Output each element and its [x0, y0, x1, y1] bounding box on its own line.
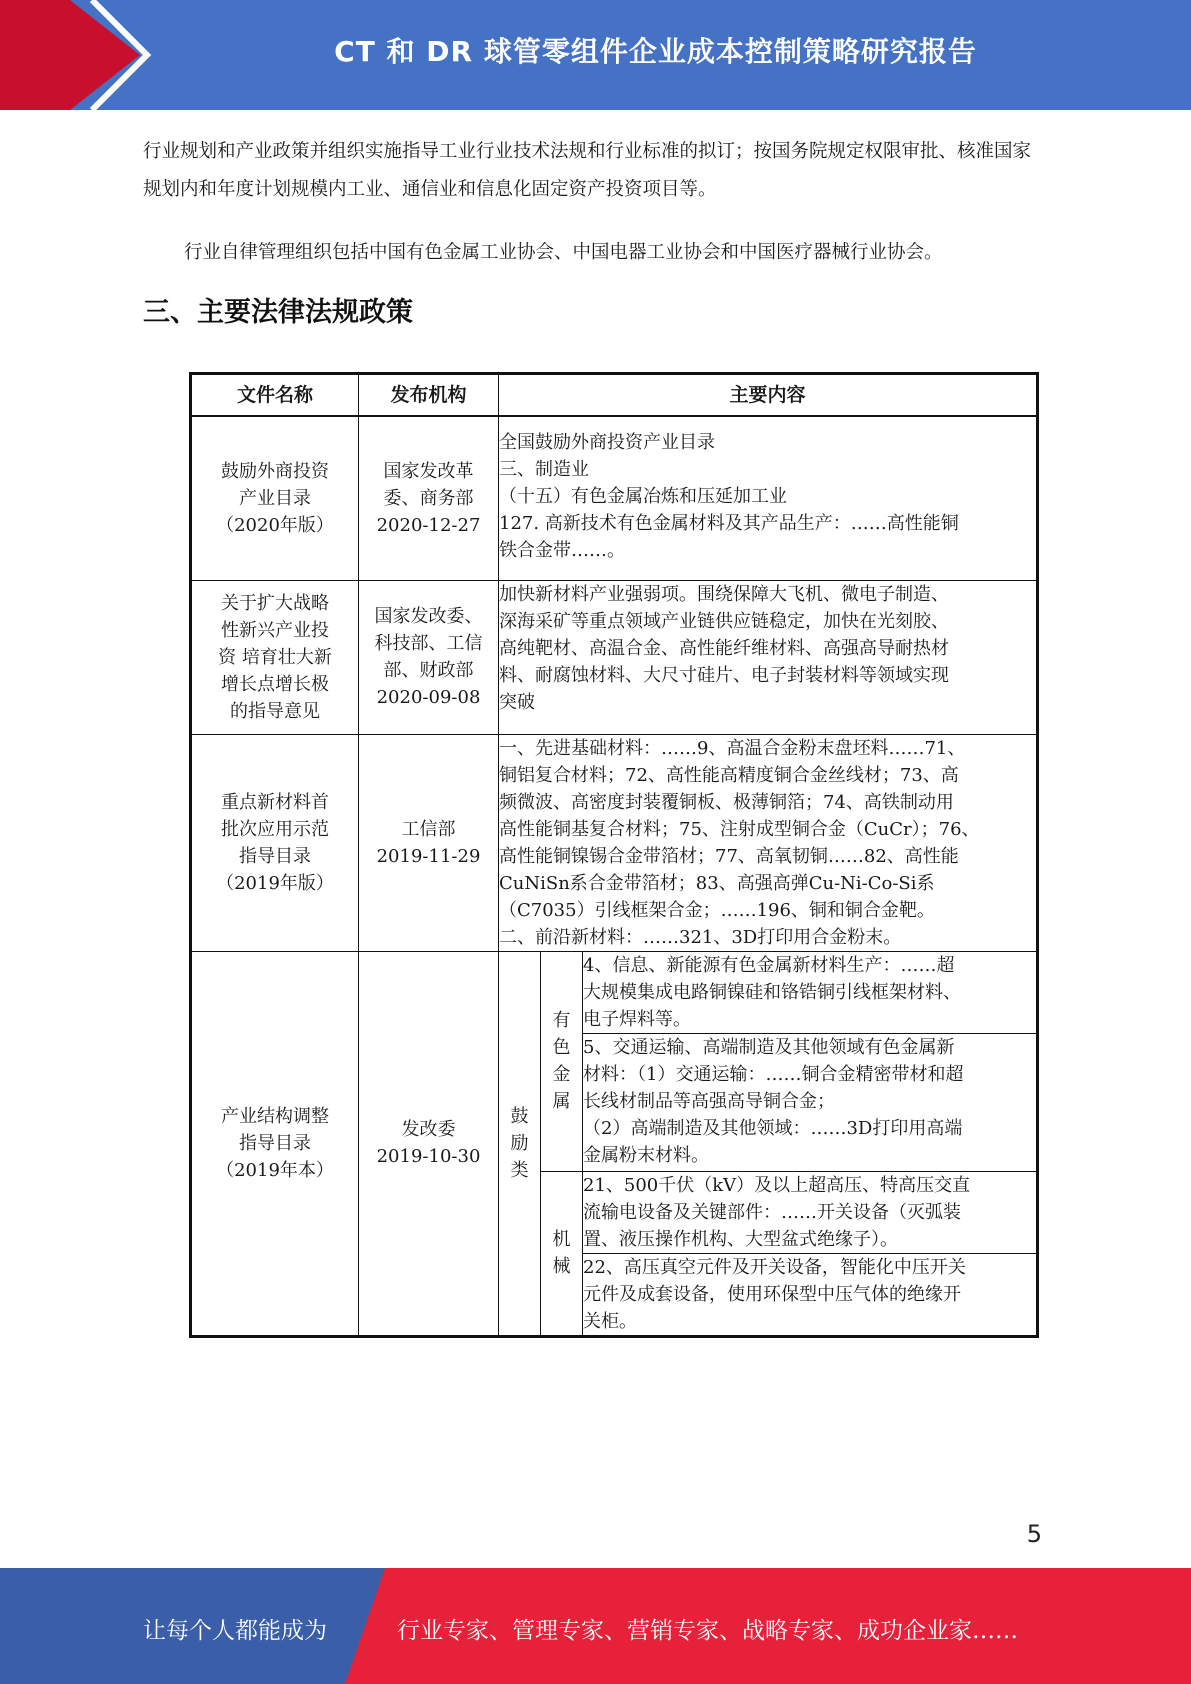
document-name-cell: 关于扩大战略 性新兴产业投 资 培育壮大新 增长点增长极 的指导意见: [191, 580, 359, 734]
column-header-org: 发布机构: [359, 374, 499, 417]
associations-paragraph: 行业自律管理组织包括中国有色金属工业协会、中国电器工业协会和中国医疗器械行业协会。: [184, 242, 943, 263]
item-cell: 4、信息、新能源有色金属新材料生产：……超 大规模集成电路铜镍硅和铬锆铜引线框架材料、 电子焊料等。: [583, 951, 1038, 1033]
report-title: CT 和 DR 球管零组件企业成本控制策略研究报告: [334, 35, 977, 68]
policy-table: [189, 372, 1039, 1338]
intro-paragraph: 行业规划和产业政策并组织实施指导工业行业技术法规和行业标准的拟订；按国务院规定权限审批、核准国家规划内和年度计划规模内工业、通信业和信息化固定资产投资项目等。: [143, 141, 1032, 200]
issuer-cell: 国家发改革 委、商务部 2020-12-27: [359, 416, 499, 580]
issuer-cell: 国家发改委、 科技部、工信 部、财政部 2020-09-08: [359, 580, 499, 734]
document-name-cell: 鼓励外商投资 产业目录 （2020年版）: [191, 416, 359, 580]
group-label-machinery: 机械: [541, 1171, 583, 1336]
page-number: 5: [1026, 1520, 1042, 1548]
document-name-cell: 重点新材料首 批次应用示范 指导目录 （2019年版）: [191, 734, 359, 951]
group-label-nonferrous: 有色金属: [541, 951, 583, 1171]
table-row: [191, 951, 1038, 1033]
table-row: [191, 734, 1038, 951]
content-cell: 加快新材料产业强弱项。围绕保障大飞机、微电子制造、 深海采矿等重点领域产业链供应链稳定，加快在光刻胶、 高纯靶材、高温合金、高性能纤维材料、高强高导耐热材 料、耐腐蚀材料、大尺寸硅片、电子封装材料等领域实现 突破: [499, 580, 1038, 734]
issuer-cell: 发改委 2019-10-30: [359, 951, 499, 1336]
table-row: [191, 416, 1038, 580]
section-heading: 三、主要法律法规政策: [143, 297, 413, 328]
category-label: 鼓励类: [499, 951, 541, 1336]
footer-slogan-right: 行业专家、管理专家、营销专家、战略专家、成功企业家……: [397, 1618, 1018, 1644]
column-header-name: 文件名称: [191, 374, 359, 417]
table-row: [191, 580, 1038, 734]
page-header: [0, 0, 1191, 110]
item-cell: 5、交通运输、高端制造及其他领域有色金属新 材料：（1）交通运输：……铜合金精密带材和超 长线材制品等高强高导铜合金； （2）高端制造及其他领域：……3D打印用高端 金属粉末材料。: [583, 1033, 1038, 1171]
content-cell: 全国鼓励外商投资产业目录 三、制造业 （十五）有色金属冶炼和压延加工业 127. 高新技术有色金属材料及其产品生产：……高性能铜 铁合金带……。: [499, 416, 1038, 580]
page-footer: [0, 1568, 1191, 1684]
item-cell: 22、高压真空元件及开关设备，智能化中压开关 元件及成套设备，使用环保型中压气体的绝缘开 关柜。: [583, 1253, 1038, 1336]
content-cell: 一、先进基础材料：……9、高温合金粉末盘坯料……71、 铜铝复合材料；72、高性能高精度铜合金丝线材；73、高 频微波、高密度封装覆铜板、极薄铜箔；74、高铁制动用 高性能铜基复合材料；75、注射成型铜合金（CuCr）；76、 高性能铜镍锡合金带箔材；77、高氧韧铜……82、高性能 CuNiSn系合金带箔材；83、高强高弹Cu-Ni-Co-Si系 （C7035）引线框架合金；……196、铜和铜合金靶。 二、前沿新材料：……321、3D打印用合金粉末。: [499, 734, 1038, 951]
issuer-cell: 工信部 2019-11-29: [359, 734, 499, 951]
table-header-row: [191, 374, 1038, 417]
item-cell: 21、500千伏（kV）及以上超高压、特高压交直 流输电设备及关键部件：……开关设备（灭弧装 置、液压操作机构、大型盆式绝缘子）。: [583, 1171, 1038, 1253]
column-header-content: 主要内容: [499, 374, 1038, 417]
document-name-cell: 产业结构调整 指导目录 （2019年本）: [191, 951, 359, 1336]
footer-slogan-left: 让每个人都能成为: [143, 1618, 327, 1644]
